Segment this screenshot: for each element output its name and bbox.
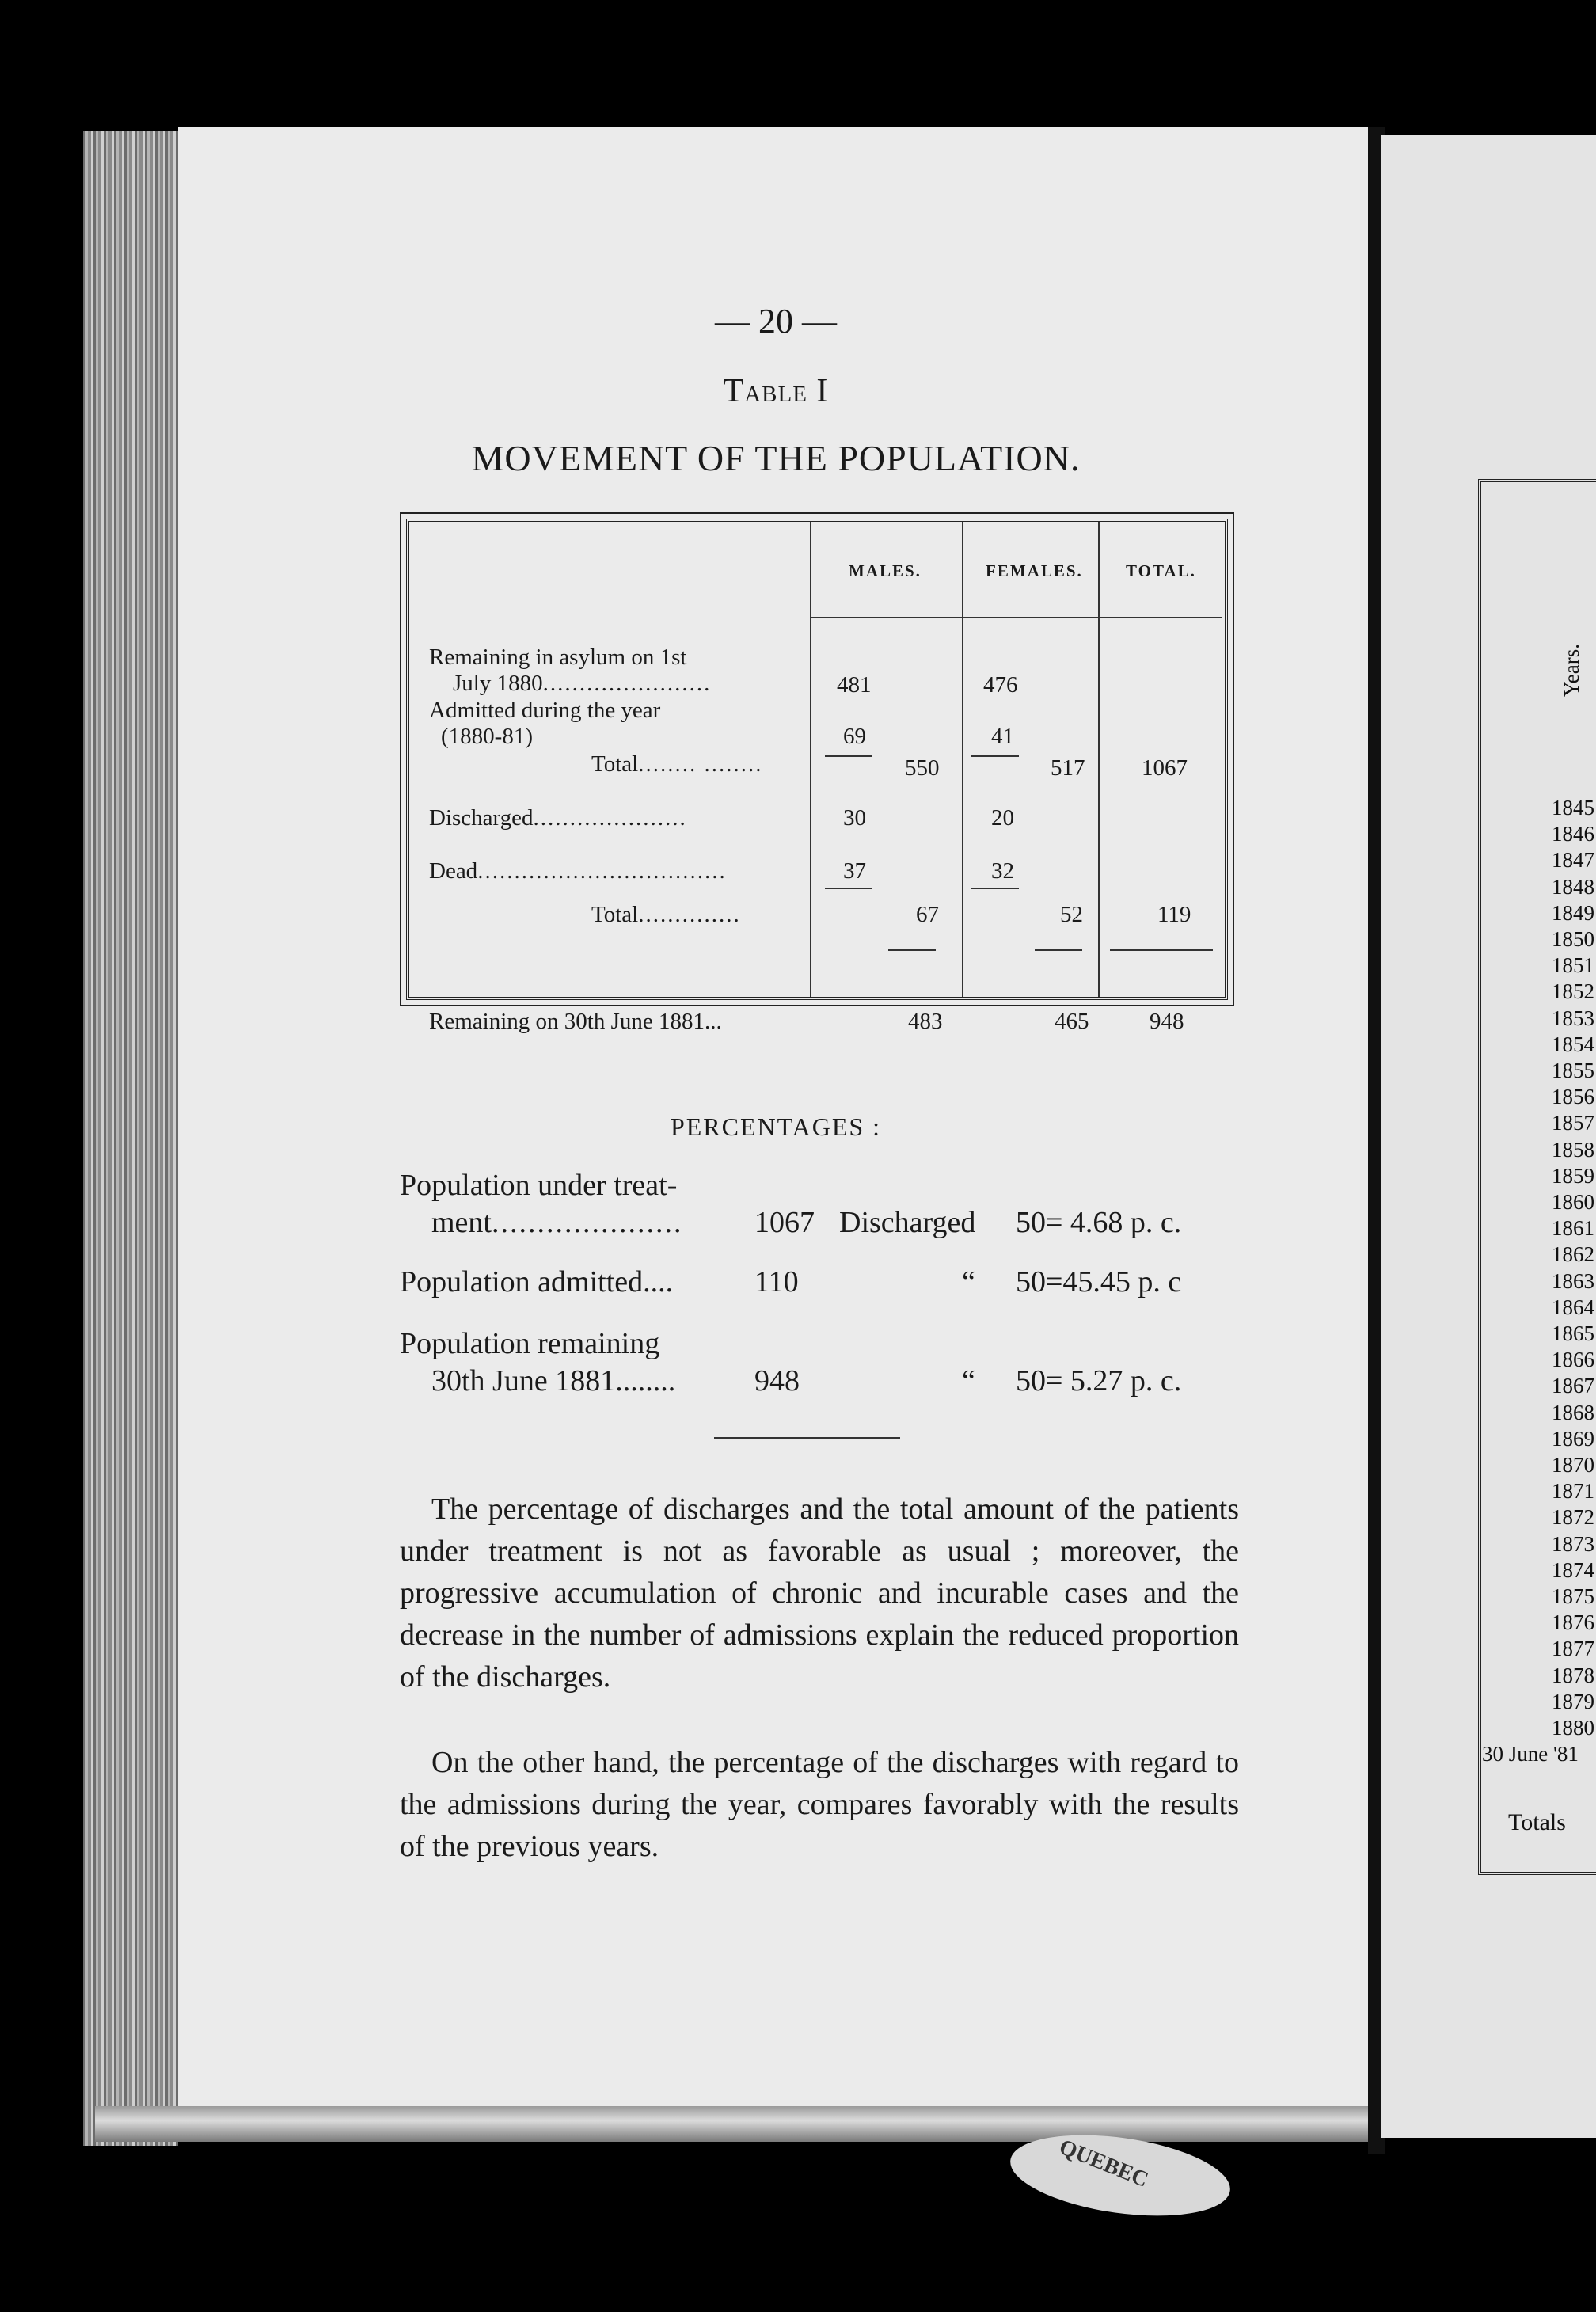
year-label: 1872 xyxy=(1552,1505,1594,1530)
year-label: 1869 xyxy=(1552,1426,1594,1451)
perc-calc: 50=45.45 p. c xyxy=(1016,1265,1182,1299)
perc-word: Discharged xyxy=(839,1206,976,1239)
row-label: July 1880....................... xyxy=(453,671,712,696)
year-label: 1850 xyxy=(1552,927,1594,951)
cell-males: 483 xyxy=(908,1009,943,1034)
year-label: 1853 xyxy=(1552,1006,1594,1030)
perc-label: ment..................... xyxy=(431,1206,683,1239)
year-label: 1848 xyxy=(1552,874,1594,899)
year-label: 1871 xyxy=(1552,1479,1594,1504)
perc-label: Population remaining xyxy=(400,1327,660,1360)
cell-females: 476 xyxy=(983,672,1018,698)
book-spine-edge xyxy=(83,131,178,2146)
row-label: Discharged..................... xyxy=(429,805,687,831)
header-total: TOTAL. xyxy=(1126,561,1196,580)
totals-label: Totals xyxy=(1508,1809,1566,1835)
year-label: 1859 xyxy=(1552,1163,1594,1188)
table-caption: Table I xyxy=(723,373,829,409)
year-label: 1863 xyxy=(1552,1268,1594,1293)
year-label: 1854 xyxy=(1552,1032,1594,1056)
header-males: MALES. xyxy=(849,561,922,580)
year-label: 30 June '81 xyxy=(1482,1742,1579,1766)
year-label: 1847 xyxy=(1552,848,1594,873)
cell-females: 517 xyxy=(1051,755,1085,781)
year-label: 1870 xyxy=(1552,1453,1594,1477)
cell-females: 465 xyxy=(1054,1009,1089,1034)
population-table xyxy=(406,519,1228,1034)
years-header: Years. xyxy=(1560,643,1583,697)
year-label: 1862 xyxy=(1552,1242,1594,1267)
year-label: 1852 xyxy=(1552,979,1594,1004)
row-label: Total........ ........ xyxy=(591,751,763,777)
year-label: 1879 xyxy=(1552,1689,1594,1713)
perc-label: Population under treat- xyxy=(400,1169,678,1202)
paragraph: The percentage of discharges and the total amount of the patients under treatment is not as favorable as usual ; moreover, the progressive accumulation of chronic and incurable cases and the decrease in the number of admissions explain the reduced proportion of the discharges. xyxy=(400,1493,1239,1694)
page-stack-edge xyxy=(95,2106,1378,2142)
perc-number: 948 xyxy=(754,1364,800,1397)
cell-males: 481 xyxy=(837,672,872,698)
perc-number: 110 xyxy=(754,1265,799,1299)
cell-males: 30 xyxy=(843,805,866,831)
table-title: MOVEMENT OF THE POPULATION. xyxy=(471,438,1081,478)
row-label: Remaining on 30th June 1881... xyxy=(429,1009,722,1034)
perc-calc: 50= 4.68 p. c. xyxy=(1016,1206,1182,1239)
perc-label: Population admitted.... xyxy=(400,1265,674,1299)
year-label: 1860 xyxy=(1552,1190,1594,1214)
year-label: 1864 xyxy=(1552,1295,1594,1319)
cell-total: 1067 xyxy=(1142,755,1188,781)
year-label: 1878 xyxy=(1552,1663,1594,1687)
row-label: Remaining in asylum on 1st xyxy=(429,645,687,670)
perc-number: 1067 xyxy=(754,1206,815,1239)
year-label: 1845 xyxy=(1552,796,1594,819)
perc-word: “ xyxy=(962,1364,975,1397)
year-label: 1857 xyxy=(1552,1111,1594,1135)
cell-total: 119 xyxy=(1157,902,1191,927)
cell-females: 41 xyxy=(991,724,1014,749)
year-label: 1855 xyxy=(1552,1059,1594,1082)
perc-calc: 50= 5.27 p. c. xyxy=(1016,1364,1182,1397)
year-label: 1846 xyxy=(1552,822,1594,846)
year-label: 1851 xyxy=(1552,953,1594,978)
library-stamp: QUEBEC xyxy=(1005,2123,1235,2228)
year-label: 1877 xyxy=(1552,1637,1594,1661)
year-label: 1865 xyxy=(1552,1321,1594,1345)
cell-males: 550 xyxy=(905,755,940,781)
year-label: 1880 xyxy=(1552,1716,1594,1740)
page-number: — 20 — xyxy=(715,302,837,340)
paragraph: On the other hand, the percentage of the discharges with regard to the admissions during the year, compares favorably with the results of the previous years. xyxy=(400,1746,1239,1863)
year-label: 1876 xyxy=(1552,1610,1594,1635)
cell-males: 69 xyxy=(843,724,866,749)
year-label: 1861 xyxy=(1552,1216,1594,1241)
cell-females: 20 xyxy=(991,805,1014,831)
cell-males: 37 xyxy=(843,858,866,884)
row-label: (1880-81) xyxy=(441,724,533,749)
cell-total: 948 xyxy=(1150,1009,1184,1034)
perc-word: “ xyxy=(962,1265,975,1299)
year-label: 1867 xyxy=(1552,1374,1594,1398)
year-label: 1858 xyxy=(1552,1137,1594,1162)
year-label: 1856 xyxy=(1552,1085,1594,1109)
year-label: 1866 xyxy=(1552,1348,1594,1372)
perc-label: 30th June 1881........ xyxy=(431,1364,676,1397)
percentages-title: PERCENTAGES : xyxy=(670,1112,882,1141)
cell-males: 67 xyxy=(916,902,939,927)
year-label: 1873 xyxy=(1552,1531,1594,1556)
year-label: 1868 xyxy=(1552,1400,1594,1424)
header-females: FEMALES. xyxy=(986,561,1083,580)
cell-females: 52 xyxy=(1060,902,1083,927)
year-label: 1875 xyxy=(1552,1584,1594,1608)
year-label: 1849 xyxy=(1552,900,1594,925)
section-rule xyxy=(714,1437,900,1439)
year-label: 1874 xyxy=(1552,1557,1594,1582)
row-label: Dead.................................. xyxy=(429,858,727,884)
row-label: Total.............. xyxy=(591,902,741,927)
cell-females: 32 xyxy=(991,858,1014,884)
row-label: Admitted during the year xyxy=(429,698,661,723)
